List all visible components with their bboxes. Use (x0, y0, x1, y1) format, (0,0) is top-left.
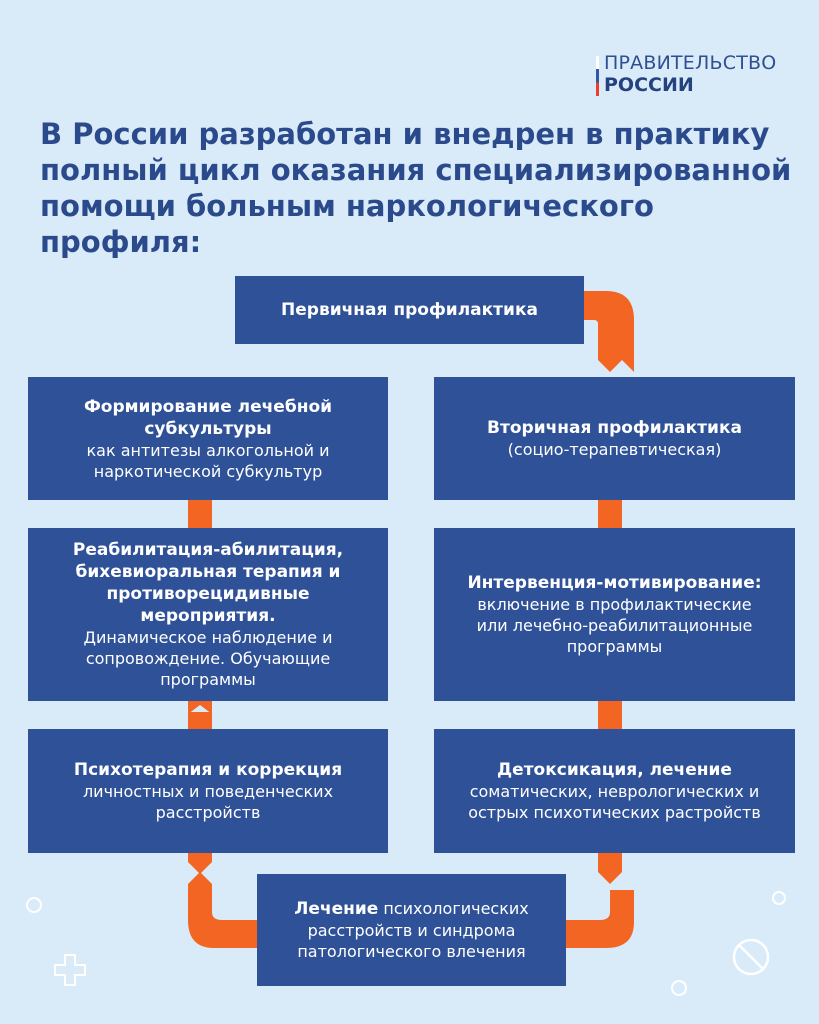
connector-left-1 (188, 500, 212, 528)
connector-right-3 (598, 701, 622, 729)
logo-line-1: ПРАВИТЕЛЬСТВО (604, 52, 777, 74)
step-subculture-text: как антитезы алкогольной и наркотической субкультур (86, 440, 330, 481)
page-title: В России разработан и внедрен в практику полный цикл оказания специализированной помощи больным наркологического профиля: (40, 117, 792, 259)
prohibited-sign-icon (731, 937, 771, 977)
connector-left-3 (188, 853, 212, 874)
step-secondary-subtitle: (социо-терапевтическая) (507, 440, 722, 459)
step-psychotherapy-title: Психотерапия и коррекция (73, 760, 343, 780)
step-secondary-prevention (434, 377, 795, 500)
step-intervention-text: включение в профилактические или лечебно-реабилитационные программы (476, 595, 753, 656)
step-treatment-heading (294, 898, 529, 920)
step-treatment (257, 874, 566, 986)
step-primary-prevention (235, 276, 584, 344)
step-treatment-inline-text: психологических (383, 899, 529, 918)
step-treatment-title: Лечение (294, 899, 379, 919)
step-subculture (28, 377, 388, 500)
step-rehabilitation (28, 528, 388, 701)
connector-top-right (583, 291, 634, 372)
step-detox-title: Детоксикация, лечение (497, 760, 732, 780)
connector-bottom-left (188, 872, 257, 948)
step-intervention (434, 528, 795, 701)
step-rehabilitation-text: Динамическое наблюдение и сопровождение. Обучающие программы (83, 628, 333, 689)
step-secondary-title: Вторичная профилактика (487, 418, 742, 438)
connector-bottom-right-curve (566, 890, 634, 948)
step-detox (434, 729, 795, 853)
plus-outline-icon (52, 952, 88, 988)
step-detox-text: соматических, неврологических и острых психотических растройств (468, 782, 761, 822)
bottom-circle-icon (669, 978, 689, 998)
logo-line-2: РОССИИ (604, 74, 694, 96)
circle-outline-icon (24, 895, 44, 915)
small-circle-icon (770, 889, 788, 907)
step-subculture-title: Формирование лечебной субкультуры (83, 396, 333, 439)
connector-left-2b (188, 712, 212, 729)
step-treatment-text: расстройств и синдрома патологического влечения (297, 921, 526, 961)
step-primary-title: Первичная профилактика (281, 300, 538, 320)
step-psychotherapy (28, 729, 388, 853)
connector-bottom-right (598, 853, 622, 884)
step-rehabilitation-title: Реабилитация-абилитация, бихевиоральная терапия и противорецидивные мероприятия. (72, 540, 344, 626)
step-intervention-title: Интервенция-мотивирование: (467, 573, 762, 593)
step-psychotherapy-text: личностных и поведенческих расстройств (82, 782, 334, 822)
